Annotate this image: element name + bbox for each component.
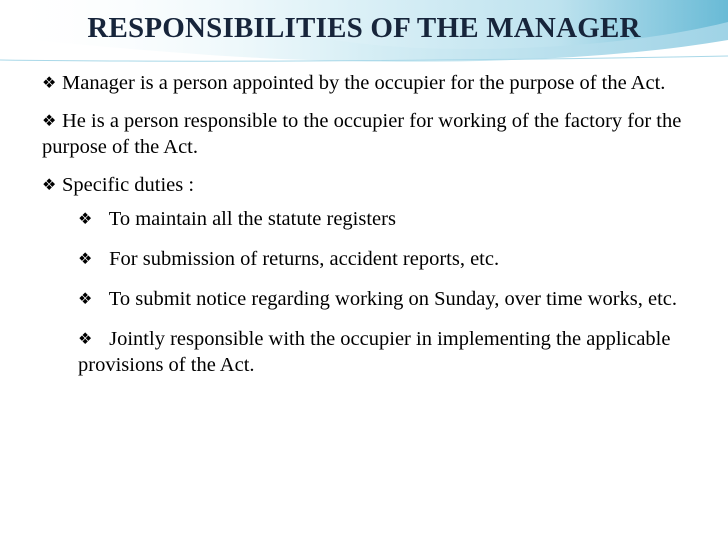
duty-text: To maintain all the statute registers	[104, 208, 396, 230]
slide-body	[42, 70, 682, 392]
diamond-bullet-icon: ❖	[78, 289, 93, 308]
point-text: He is a person responsible to the occupier for working of the factory for the purpose of the Act.	[42, 110, 682, 158]
diamond-bullet-icon: ❖	[78, 329, 93, 348]
duty-2	[78, 246, 682, 272]
duty-1	[78, 206, 682, 232]
diamond-bullet-icon: ❖	[42, 175, 57, 194]
point-1	[42, 70, 682, 96]
duty-text: To submit notice regarding working on Sunday, over time works, etc.	[104, 288, 678, 310]
diamond-bullet-icon: ❖	[42, 73, 57, 92]
slide-title: RESPONSIBILITIES OF THE MANAGER	[87, 12, 641, 44]
point-text: Manager is a person appointed by the occupier for the purpose of the Act.	[62, 72, 666, 94]
duty-3	[78, 286, 682, 312]
duties-list	[78, 206, 682, 378]
point-3	[42, 172, 682, 198]
diamond-bullet-icon: ❖	[78, 249, 93, 268]
duty-4	[78, 326, 682, 378]
duty-text: For submission of returns, accident reports, etc.	[104, 248, 500, 270]
diamond-bullet-icon: ❖	[42, 111, 57, 130]
point-2	[42, 108, 682, 160]
duty-text: Jointly responsible with the occupier in implementing the applicable provisions of the Act.	[78, 328, 671, 376]
diamond-bullet-icon: ❖	[78, 209, 93, 228]
point-text: Specific duties :	[62, 174, 195, 196]
